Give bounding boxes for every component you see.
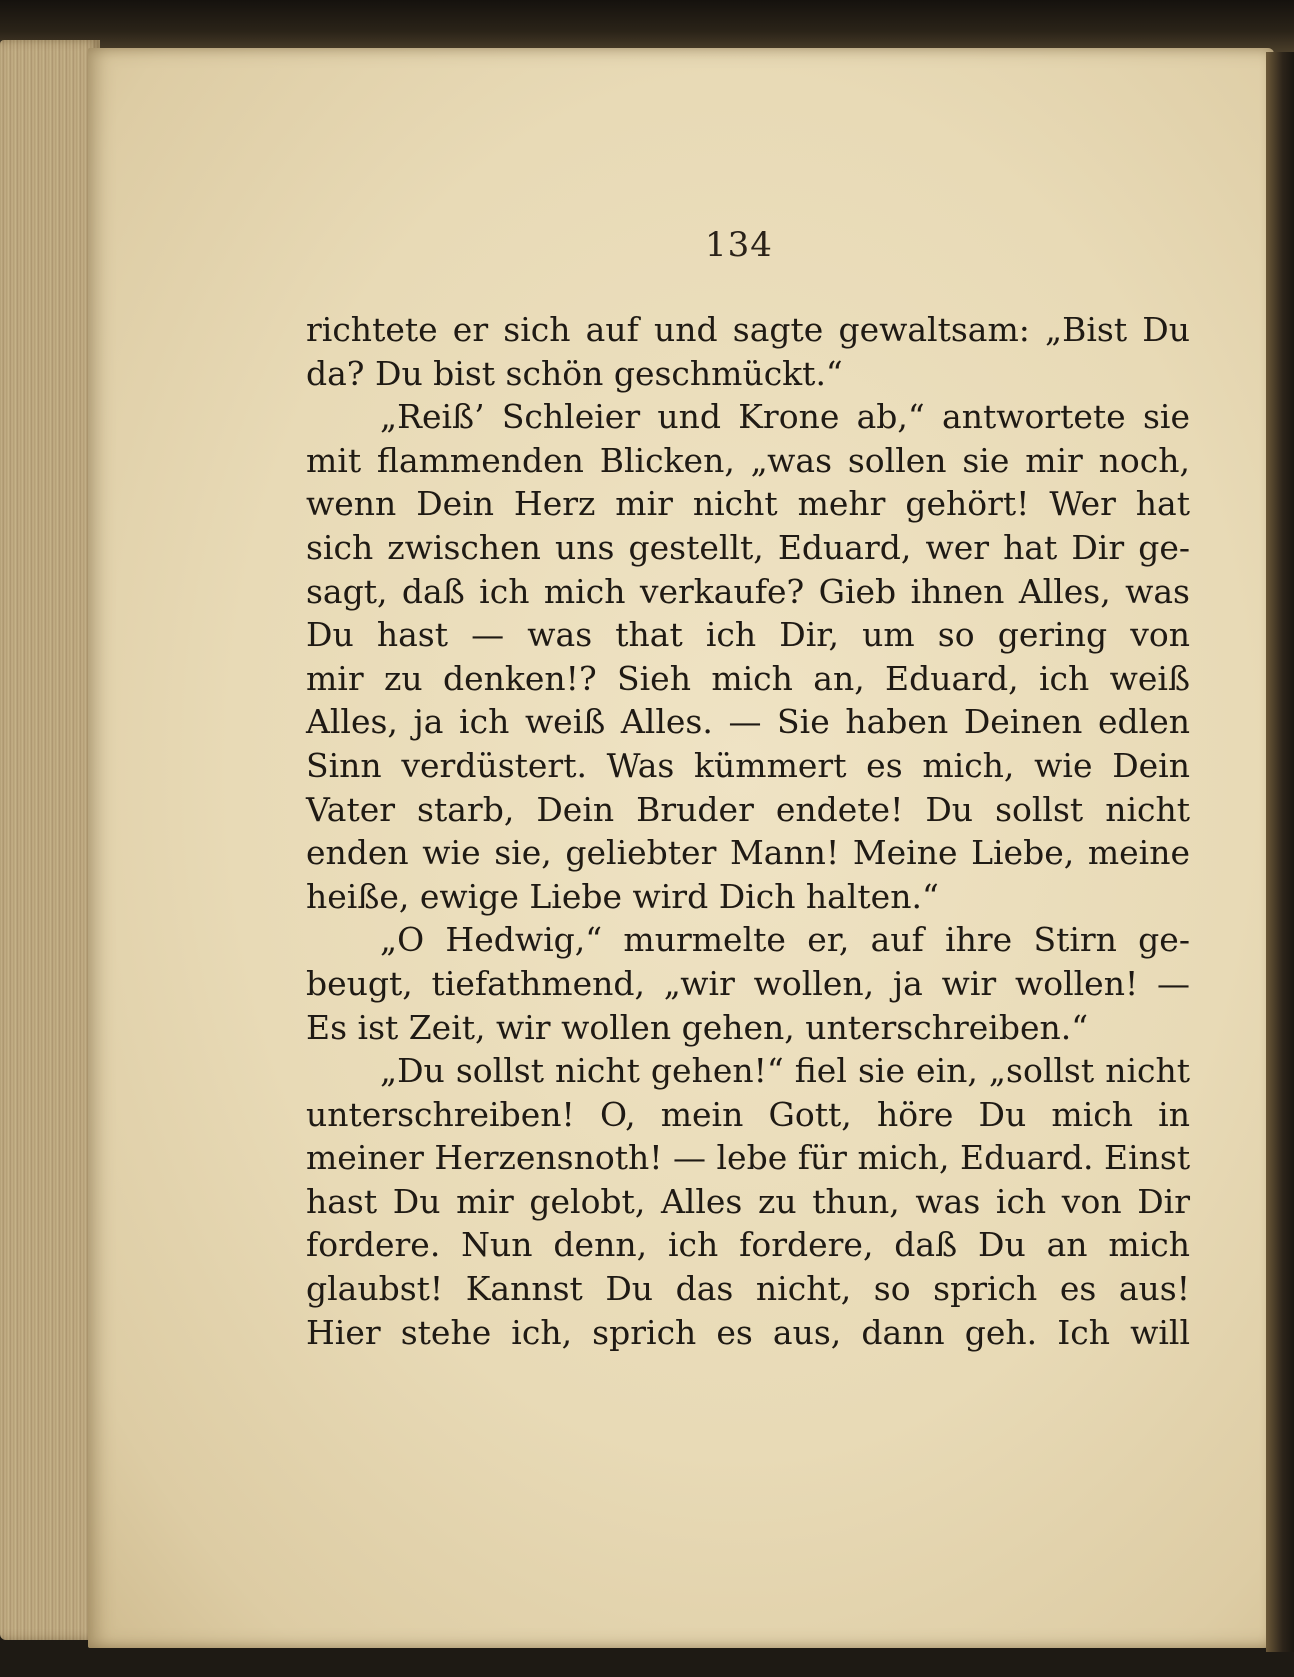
text-line: sich zwischen uns gestellt, Eduard, wer hat Dir ge-	[306, 527, 1190, 567]
text-line: Alles, ja ich weiß Alles. — Sie haben Deinen edlen	[306, 702, 1190, 742]
text-line: Es ist Zeit, wir wollen gehen, unterschreiben.“	[306, 1007, 1089, 1047]
text-line: Du hast — was that ich Dir, um so gering von	[306, 615, 1190, 655]
text-line: richtete er sich auf und sagte gewaltsam: „Bist Du	[306, 310, 1190, 349]
text-line: Vater starb, Dein Bruder endete! Du sollst nicht	[306, 789, 1190, 829]
text-line: Hier stehe ich, sprich es aus, dann geh. Ich will	[306, 1312, 1190, 1352]
text-line: hast Du mir gelobt, Alles zu thun, was ich von Dir	[306, 1181, 1190, 1221]
text-line: heiße, ewige Liebe wird Dich halten.“	[306, 876, 939, 916]
page-edges	[0, 40, 100, 1640]
text-line: da? Du bist schön geschmückt.“	[306, 353, 843, 393]
text-line: wenn Dein Herz mir nicht mehr gehört! Wer hat	[306, 484, 1190, 524]
text-line: „Du sollst nicht gehen!“ fiel sie ein, „sollst nicht	[380, 1051, 1190, 1091]
body-text	[306, 308, 1190, 1354]
text-line: enden wie sie, geliebter Mann! Meine Liebe, meine	[306, 833, 1190, 873]
text-line: „Reiß’ Schleier und Krone ab,“ antwortete sie	[380, 397, 1190, 437]
text-line: mit flammenden Blicken, „was sollen sie mir noch,	[306, 440, 1190, 480]
text-line: „O Hedwig,“ murmelte er, auf ihre Stirn ge-	[380, 920, 1190, 960]
page-number: 134	[705, 225, 773, 265]
page-gutter	[1266, 52, 1294, 1652]
text-line: glaubst! Kannst Du das nicht, so sprich es aus!	[306, 1269, 1190, 1309]
text-line: beugt, tiefathmend, „wir wollen, ja wir wollen! —	[306, 963, 1190, 1003]
book-spine-shadow	[0, 0, 1294, 52]
text-line: unterschreiben! O, mein Gott, höre Du mich in	[306, 1094, 1190, 1134]
text-line: meiner Herzensnoth! — lebe für mich, Eduard. Einst	[306, 1138, 1191, 1178]
text-line: sagt, daß ich mich verkaufe? Gieb ihnen Alles, was	[306, 571, 1190, 611]
text-line: mir zu denken!? Sieh mich an, Eduard, ich weiß	[306, 658, 1190, 698]
text-line: Sinn verdüstert. Was kümmert es mich, wie Dein	[306, 745, 1190, 785]
text-line: fordere. Nun denn, ich fordere, daß Du an mich	[306, 1225, 1190, 1265]
